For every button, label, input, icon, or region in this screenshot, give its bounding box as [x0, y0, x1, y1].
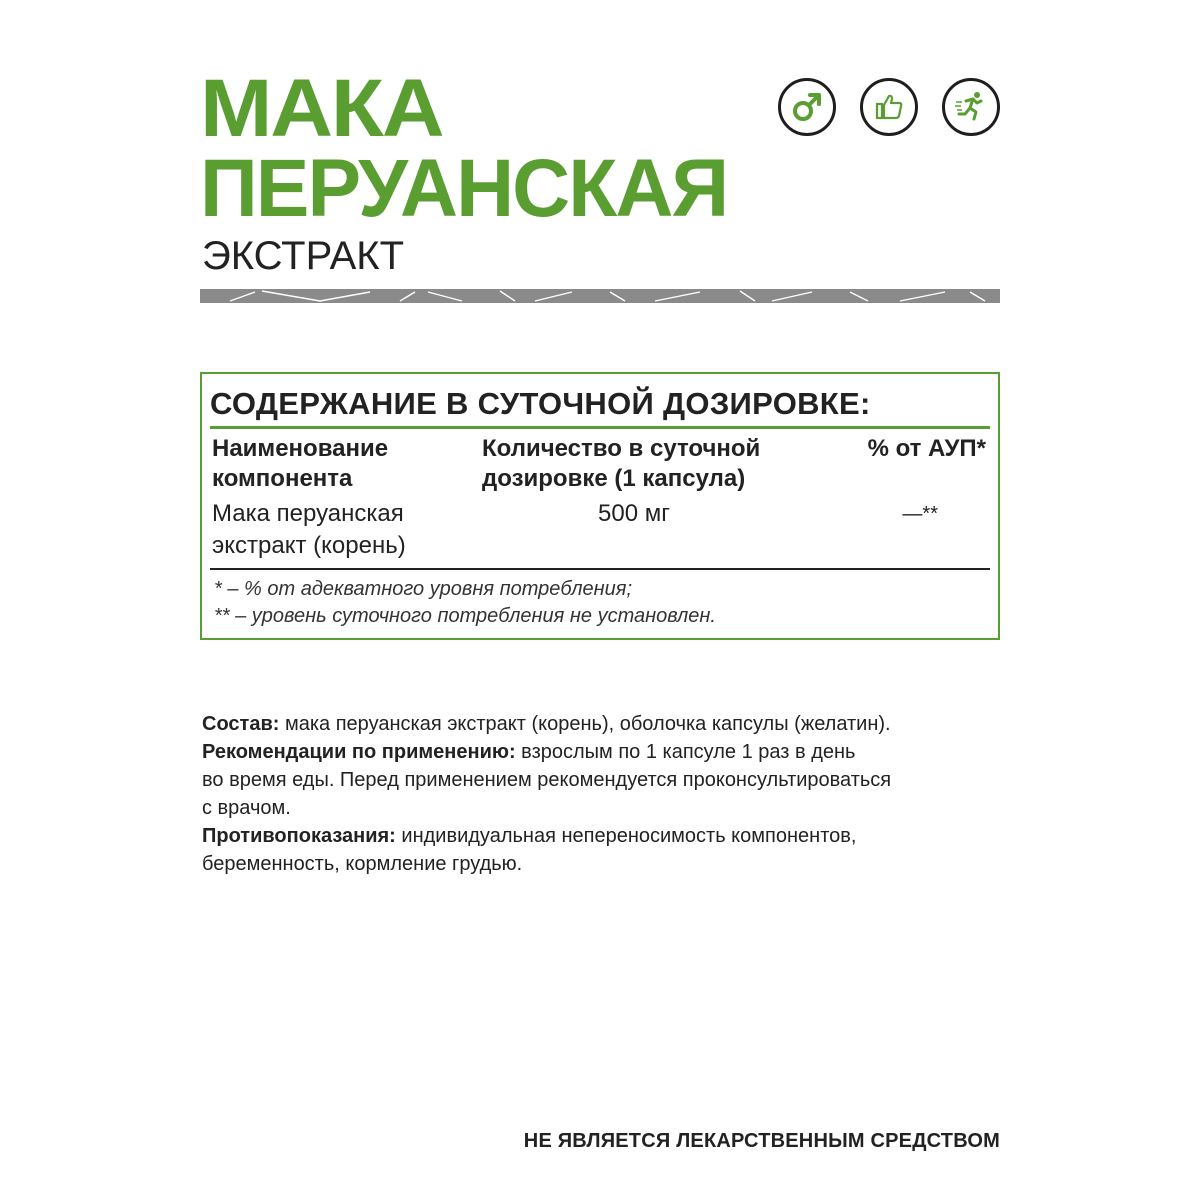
- column-header-percent: % от АУП*: [867, 435, 986, 462]
- decorative-divider: [200, 289, 1000, 303]
- usage-text: взрослым по 1 капсуле 1 раз в день: [521, 741, 856, 763]
- heading-rule: [210, 426, 990, 429]
- product-subtitle: ЭКСТРАКТ: [202, 234, 405, 278]
- row-ingredient-percent: —**: [902, 503, 938, 525]
- usage-line-3: с врачом.: [202, 797, 291, 819]
- composition-label: Состав:: [202, 713, 280, 735]
- contra-label: Противопоказания:: [202, 825, 396, 847]
- row-ingredient-name: Мака перуанская экстракт (корень): [212, 500, 406, 559]
- usage-line: [202, 738, 1002, 766]
- column-header-amount: Количество в суточной дозировке (1 капсула): [482, 435, 761, 492]
- disclaimer-footer: НЕ ЯВЛЯЕТСЯ ЛЕКАРСТВЕННЫМ СРЕДСТВОМ: [523, 1130, 1000, 1152]
- usage-label: Рекомендации по применению:: [202, 741, 516, 763]
- footnote-2: ** – уровень суточного потребления не установлен.: [214, 605, 716, 627]
- composition-line: [202, 710, 1002, 738]
- product-title-line1: МАКА: [200, 63, 443, 154]
- footnote-1: * – % от адекватного уровня потребления;: [214, 578, 632, 600]
- contra-text: индивидуальная непереносимость компонентов,: [401, 825, 857, 847]
- dosage-heading: СОДЕРЖАНИЕ В СУТОЧНОЙ ДОЗИРОВКЕ:: [210, 386, 871, 421]
- usage-line-2: во время еды. Перед применением рекомендуется проконсультироваться: [202, 769, 892, 791]
- product-title-line2: ПЕРУАНСКАЯ: [200, 143, 728, 234]
- row-ingredient-amount: 500 мг: [598, 500, 670, 527]
- runner-icon: [942, 78, 1000, 136]
- thumbs-up-icon: [860, 78, 918, 136]
- dosage-panel: [200, 372, 1000, 640]
- column-header-name: Наименование компонента: [212, 435, 389, 492]
- male-symbol-icon: [778, 78, 836, 136]
- product-info: [202, 710, 1002, 878]
- contra-line: [202, 822, 1002, 850]
- contra-line-2: беременность, кормление грудью.: [202, 853, 523, 875]
- composition-text: мака перуанская экстракт (корень), оболочка капсулы (желатин).: [284, 713, 891, 735]
- feature-icons: [778, 78, 1000, 136]
- table-rule: [210, 568, 990, 570]
